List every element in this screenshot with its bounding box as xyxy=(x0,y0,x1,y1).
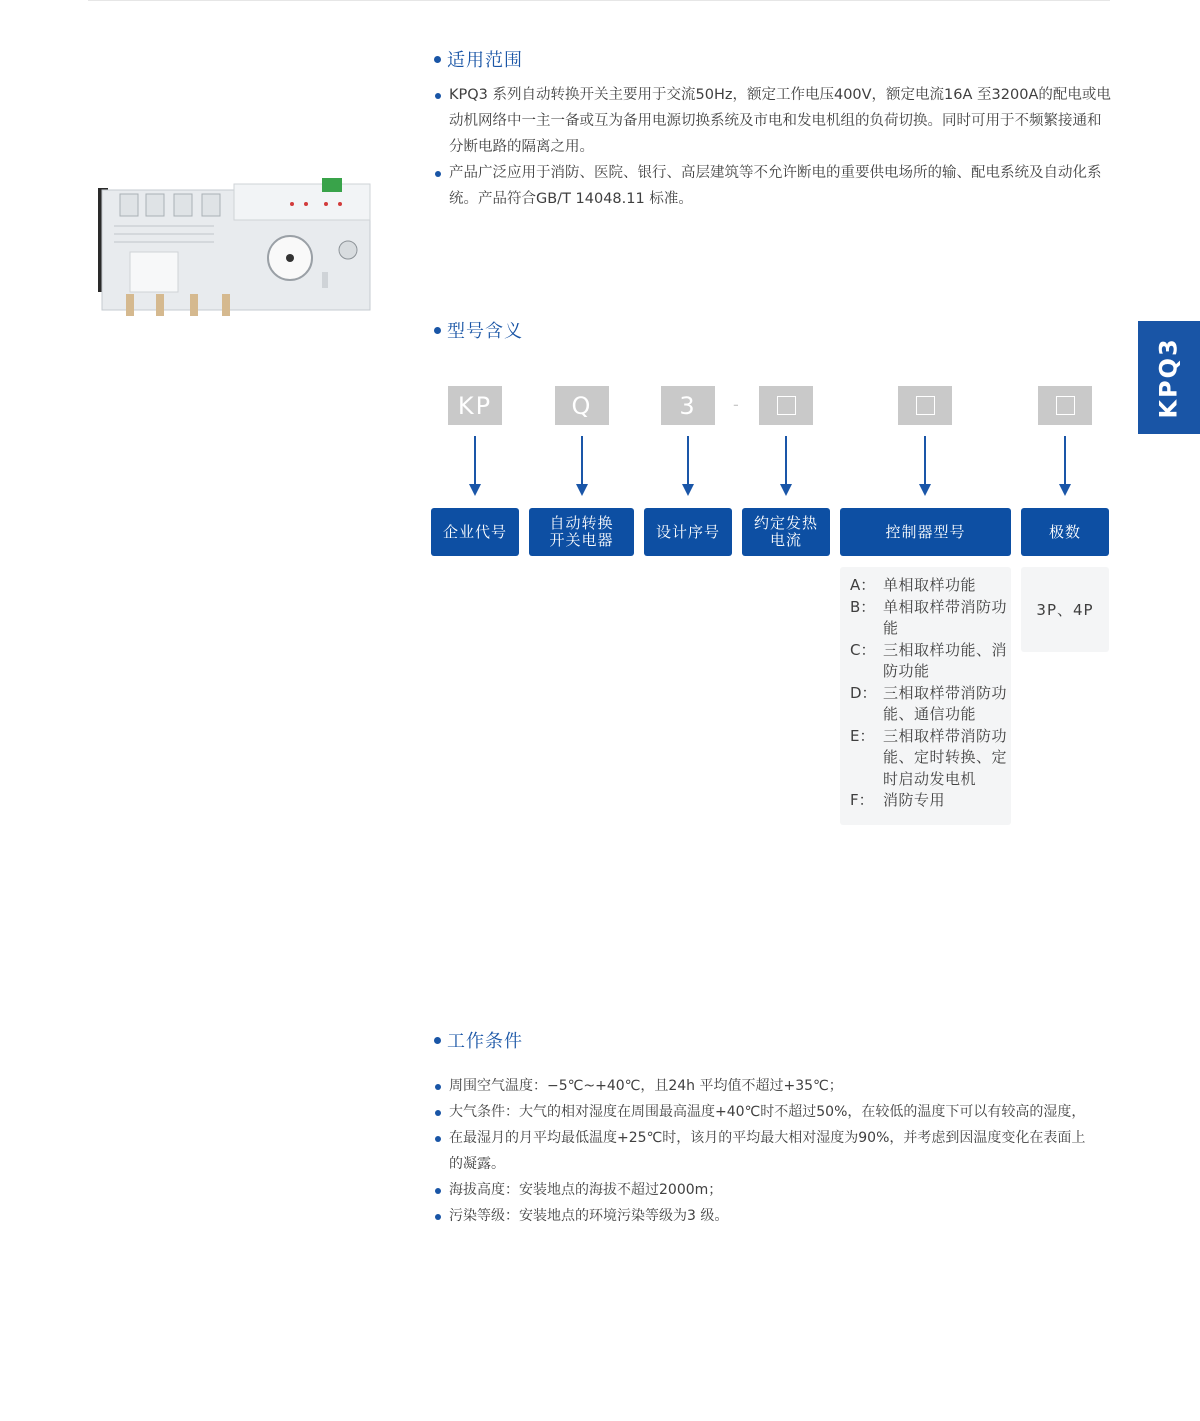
label-text: 约定发热 电流 xyxy=(753,514,818,549)
option-key: D： xyxy=(850,683,877,702)
option-text: 三相取样带消防功能、通信功能 xyxy=(883,683,1008,723)
condition-item: 海拔高度：安装地点的海拔不超过2000m； xyxy=(434,1177,1114,1203)
code-box-poles xyxy=(1038,386,1092,425)
down-arrow-icon xyxy=(919,436,931,498)
scope-paragraph: 产品广泛应用于消防、医院、银行、高层建筑等不允许断电的重要供电场所的输、配电系统及自动化系统。产品符合GB/T 14048.11 标准。 xyxy=(434,160,1114,212)
empty-square-icon xyxy=(777,396,796,415)
option-key: C： xyxy=(850,640,876,659)
label-poles xyxy=(1021,508,1109,556)
model-heading-text: 型号含义 xyxy=(447,321,523,342)
condition-item: 周围空气温度：−5℃~+40℃，且24h 平均值不超过+35℃； xyxy=(434,1073,1114,1099)
controller-option xyxy=(850,597,1011,640)
side-tab xyxy=(1138,321,1200,434)
conditions-heading-text: 工作条件 xyxy=(447,1031,523,1052)
label-thermal-current xyxy=(742,508,830,556)
controller-option xyxy=(850,640,1011,683)
option-text: 三相取样功能、消防功能 xyxy=(883,640,1008,680)
code-box-q xyxy=(555,386,609,425)
conditions-list xyxy=(434,1073,1114,1229)
controller-option xyxy=(850,790,1011,812)
code-q: Q xyxy=(571,391,593,420)
empty-square-icon xyxy=(916,396,935,415)
code-box-3 xyxy=(661,386,715,425)
label-enterprise-code xyxy=(431,508,519,556)
label-ats-device xyxy=(529,508,634,556)
controller-option xyxy=(850,575,1011,597)
down-arrow-icon xyxy=(780,436,792,498)
side-tab-label: KPQ3 xyxy=(1155,336,1184,419)
controller-option xyxy=(850,726,1011,791)
code-box-kp xyxy=(448,386,502,425)
condition-item: 在最湿月的月平均最低温度+25℃时，该月的平均最大相对湿度为90%，并考虑到因温度变化在表面上的凝露。 xyxy=(434,1125,1089,1177)
bullet-icon xyxy=(434,1037,441,1044)
option-text: 单相取样功能 xyxy=(883,576,977,594)
down-arrow-icon xyxy=(682,436,694,498)
option-text: 单相取样带消防功能 xyxy=(883,597,1008,637)
label-design-serial xyxy=(644,508,732,556)
product-image xyxy=(94,176,376,320)
option-key: F： xyxy=(850,791,874,809)
code-box-current xyxy=(759,386,813,425)
label-text: 企业代号 xyxy=(442,522,507,541)
label-text: 设计序号 xyxy=(655,522,720,541)
scope-paragraph: KPQ3 系列自动转换开关主要用于交流50Hz，额定工作电压400V，额定电流16A 至3200A的配电或电动机网络中一主一备或互为备用电源切换系统及市电和发电机组的负荷切换。同时可用于不频繁接通和分断电路的隔离之用。 xyxy=(434,82,1114,160)
label-text: 自动转换 开关电器 xyxy=(549,514,614,549)
label-text: 极数 xyxy=(1048,522,1081,541)
code-3: 3 xyxy=(679,391,697,420)
code-box-controller xyxy=(898,386,952,425)
conditions-heading xyxy=(434,1027,523,1053)
condition-item: 大气条件：大气的相对湿度在周围最高温度+40℃时不超过50%，在较低的温度下可以有较高的湿度， xyxy=(434,1099,1114,1125)
controller-options-box xyxy=(840,567,1011,825)
model-heading xyxy=(434,317,523,343)
scope-paragraphs xyxy=(434,82,1114,212)
label-text: 控制器型号 xyxy=(885,522,966,541)
empty-square-icon xyxy=(1056,396,1075,415)
condition-item: 污染等级：安装地点的环境污染等级为3 级。 xyxy=(434,1203,1114,1229)
bullet-icon xyxy=(434,327,441,334)
option-key: E： xyxy=(850,726,875,745)
down-arrow-icon xyxy=(576,436,588,498)
poles-value: 3P、4P xyxy=(1036,601,1094,619)
controller-option xyxy=(850,683,1011,726)
option-text: 消防专用 xyxy=(883,791,946,809)
option-text: 三相取样带消防功能、定时转换、定时启动发电机 xyxy=(883,726,1008,788)
label-controller-model xyxy=(840,508,1011,556)
top-divider xyxy=(88,0,1110,1)
code-dash: - xyxy=(733,395,739,414)
option-key: A： xyxy=(850,576,876,594)
option-key: B： xyxy=(850,597,876,616)
bullet-icon xyxy=(434,56,441,63)
down-arrow-icon xyxy=(1059,436,1071,498)
scope-heading-text: 适用范围 xyxy=(447,50,523,71)
code-kp: KP xyxy=(457,391,493,420)
down-arrow-icon xyxy=(469,436,481,498)
scope-heading xyxy=(434,46,523,72)
poles-box xyxy=(1021,567,1109,652)
